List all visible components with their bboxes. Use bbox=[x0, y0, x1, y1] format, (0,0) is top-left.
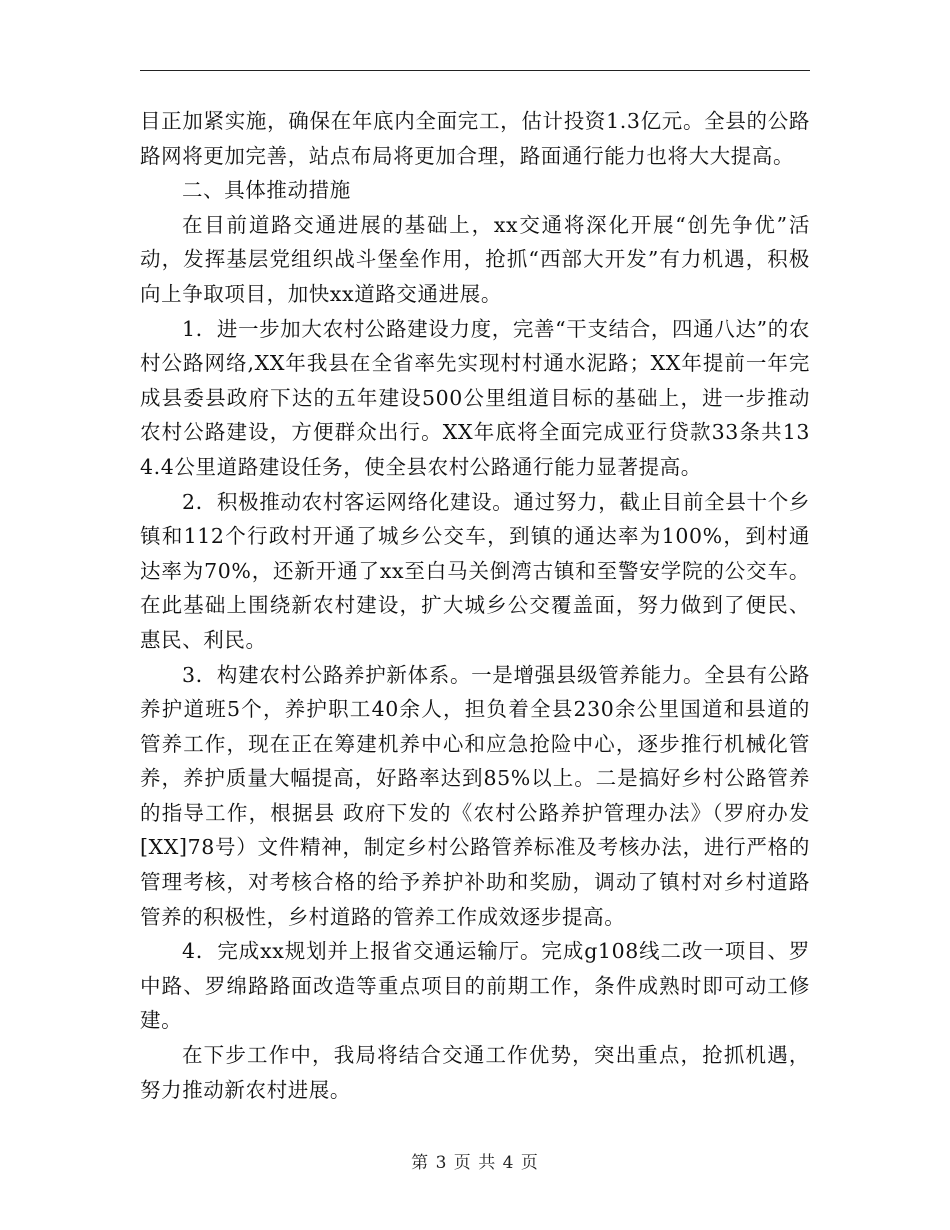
header-rule bbox=[140, 70, 810, 71]
paragraph-closing: 在下步工作中，我局将结合交通工作优势，突出重点，抢抓机遇，努力推动新农村进展。 bbox=[140, 1043, 810, 1102]
paragraph-intro: 在目前道路交通进展的基础上，xx交通将深化开展“创先争优”活动，发挥基层党组织战斗堡垒作用，抢抓“西部大开发”有力机遇，积极向上争取项目，加快xx道路交通进展。 bbox=[140, 212, 810, 306]
paragraph-item-2: 2．积极推动农村客运网络化建设。通过努力，截止目前全县十个乡镇和112个行政村开通了城乡公交车，到镇的通达率为100%，到村通达率为70%，还新开通了xx至白马关倒湾古镇和至警安学院的公交车。在此基础上围绕新农村建设，扩大城乡公交覆盖面，努力做到了便民、惠民、利民。 bbox=[140, 489, 810, 652]
paragraph-item-4: 4．完成xx规划并上报省交通运输厅。完成g108线二改一项目、罗中路、罗绵路路面改造等重点项目的前期工作，条件成熟时即可动工修建。 bbox=[140, 939, 810, 1033]
paragraph-continuation: 目正加紧实施，确保在年底内全面完工，估计投资1.3亿元。全县的公路路网将更加完善，站点布局将更加合理，路面通行能力也将大大提高。 bbox=[140, 109, 810, 168]
document-body bbox=[140, 104, 810, 1107]
page-number: 第 3 页 共 4 页 bbox=[411, 1153, 539, 1173]
paragraph-item-3: 3．构建农村公路养护新体系。一是增强县级管养能力。全县有公路养护道班5个，养护职工40余人，担负着全县230余公里国道和县道的管养工作，现在正在筹建机养中心和应急抢险中心，逐步推行机械化管养，养护质量大幅提高，好路率达到85%以上。二是搞好乡村公路管养的指导工作，根据县 政府下发的《农村公路养护管理办法》（罗府办发[XX]78号）文件精神，制定乡村公路管养标准及考核办法，进行严格的管理考核，对考核合格的给予养护补助和奖励，调动了镇村对乡村道路管养的积极性，乡村道路的管养工作成效逐步提高。 bbox=[140, 662, 810, 929]
section-heading: 二、具体推动措施 bbox=[182, 178, 351, 203]
paragraph-item-1: 1．进一步加大农村公路建设力度，完善“干支结合，四通八达”的农村公路网络,XX年我县在全省率先实现村村通水泥路；XX年提前一年完成县委县政府下达的五年建设500公里组道目标的基础上，进一步推动农村公路建设，方便群众出行。XX年底将全面完成亚行贷款33条共134.4公里道路建设任务，使全县农村公路通行能力显著提高。 bbox=[140, 316, 810, 479]
